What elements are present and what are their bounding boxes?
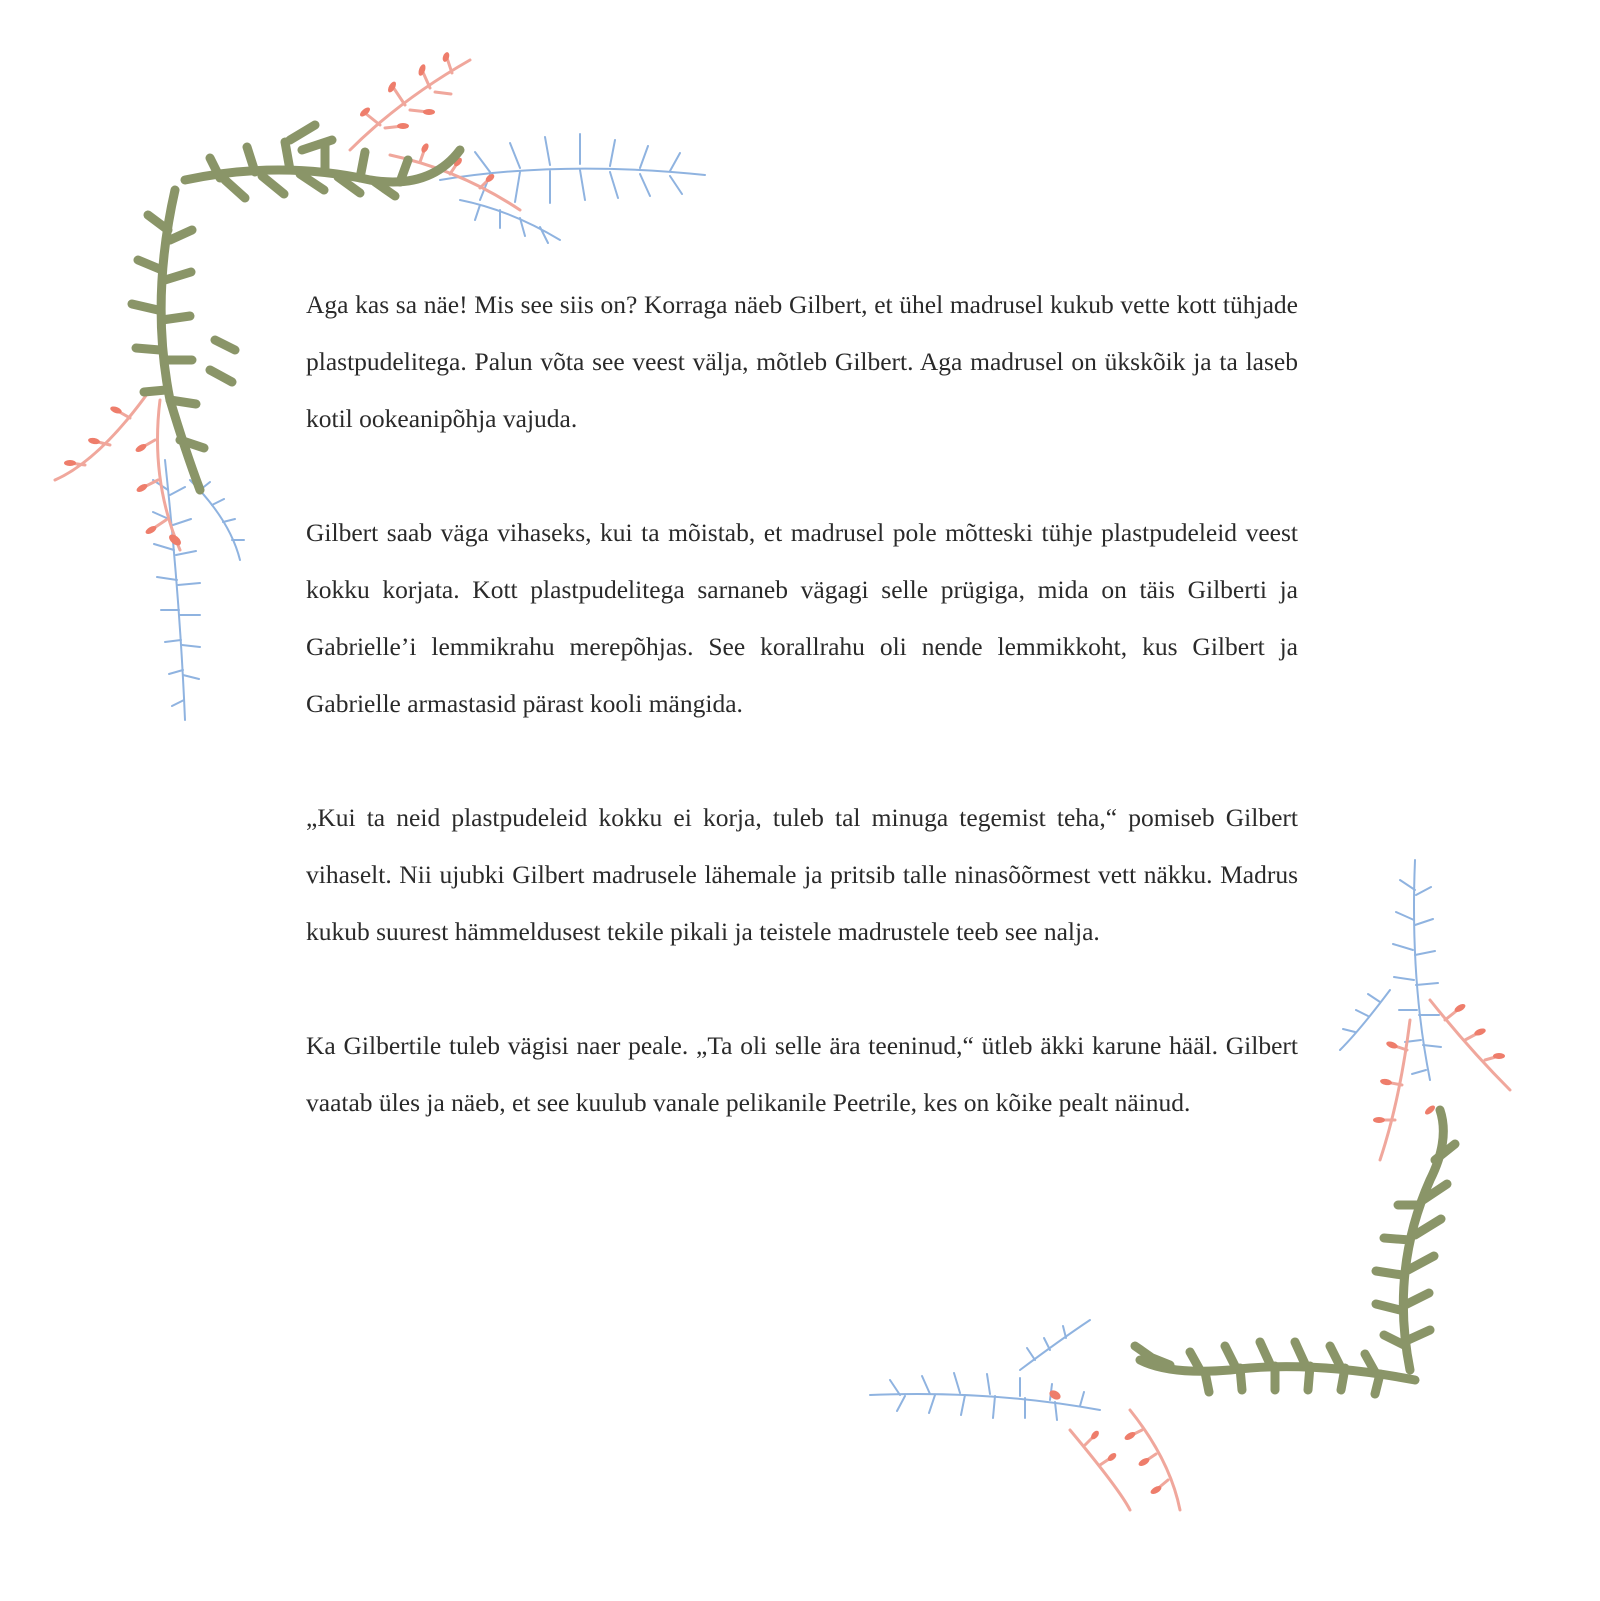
story-paragraph-1: Aga kas sa näe! Mis see siis on? Korraga näeb Gilbert, et ühel madrusel kukub vette kott tühjade plastpudelitega. Palun võta see veest välja, mõtleb Gilbert. Aga madrusel on ükskõik ja ta laseb kotil ookeanipõhja vajuda. [306, 290, 1298, 433]
story-paragraph-3: „Kui ta neid plastpudeleid kokku ei korja, tuleb tal minuga tegemist teha,“ pomiseb Gilbert vihaselt. Nii ujubki Gilbert madrusele lähemale ja pritsib talle ninasõõrmest vett näkku. Madrus kukub suurest hämmeldusest tekile pikali ja teistele madrustele teeb see nalja. [306, 803, 1298, 946]
story-text [306, 276, 1298, 1131]
story-paragraph-4: Ka Gilbertile tuleb vägisi naer peale. „Ta oli selle ära teeninud,“ ütleb äkki karune hääl. Gilbert vaatab üles ja näeb, et see kuulub vanale pelikanile Peetrile, kes on kõike pealt näinud. [306, 1031, 1298, 1117]
story-paragraph-2: Gilbert saab väga vihaseks, kui ta mõistab, et madrusel pole mõtteski tühje plastpudeleid veest kokku korjata. Kott plastpudelitega sarnaneb vägagi selle prügiga, mida on täis Gilberti ja Gabrielle’i lemmikrahu merepõhjas. See korallrahu oli nende lemmikkoht, kus Gilbert ja Gabrielle armastasid pärast kooli mängida. [306, 518, 1298, 718]
